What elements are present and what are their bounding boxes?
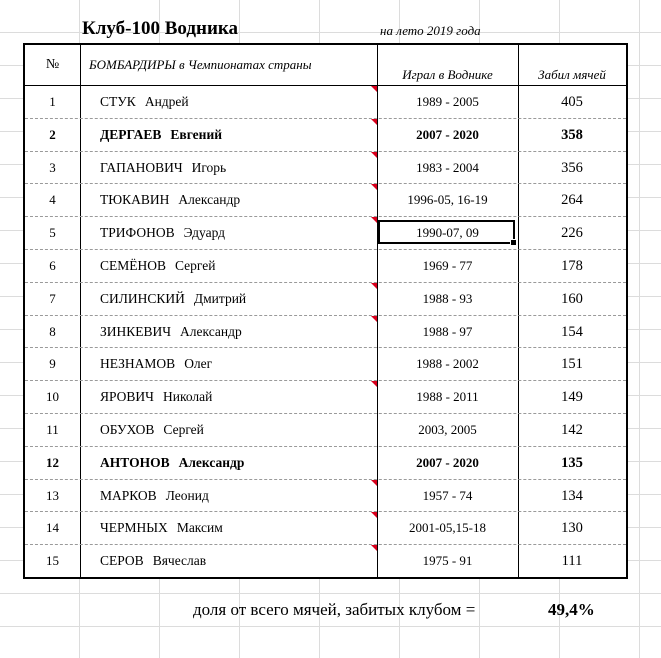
- cell-goals[interactable]: 226: [561, 225, 583, 242]
- cell-played[interactable]: 1988 - 2011: [416, 389, 479, 405]
- table-row: [25, 283, 626, 316]
- player-first-name: Олег: [184, 356, 213, 372]
- player-surname: СЕРОВ: [100, 553, 144, 569]
- player-surname: ЧЕРМНЫХ: [100, 520, 168, 536]
- player-first-name: Сергей: [163, 421, 204, 437]
- cell-player-name[interactable]: [100, 217, 225, 249]
- cell-player-name[interactable]: [100, 545, 206, 577]
- player-first-name: Александр: [178, 454, 245, 470]
- table-row: [25, 545, 626, 578]
- cell-player-name[interactable]: [100, 250, 216, 282]
- share-label[interactable]: доля от всего мячей, забитых клубом =: [193, 600, 476, 619]
- player-surname: АНТОНОВ: [100, 454, 170, 470]
- cell-played[interactable]: 2007 - 2020: [416, 126, 479, 142]
- table-row: [25, 86, 626, 119]
- cell-num[interactable]: 1: [49, 94, 56, 109]
- table-row: [25, 316, 626, 349]
- cell-num[interactable]: 5: [49, 225, 56, 241]
- cell-num[interactable]: 2: [49, 126, 56, 142]
- cell-player-name[interactable]: [100, 184, 240, 216]
- share-value[interactable]: 49,4%: [548, 600, 595, 619]
- cell-num[interactable]: 12: [46, 454, 59, 470]
- player-surname: ЯРОВИЧ: [100, 389, 154, 405]
- header-goals[interactable]: Забил мячей: [538, 67, 606, 82]
- cell-player-name[interactable]: [100, 119, 222, 151]
- cell-player-name[interactable]: [100, 348, 212, 380]
- cell-goals[interactable]: 151: [561, 356, 583, 373]
- cell-goals[interactable]: 178: [561, 257, 583, 274]
- cell-played[interactable]: 1988 - 93: [422, 290, 473, 306]
- comment-indicator-icon[interactable]: [371, 512, 377, 518]
- cell-player-name[interactable]: [100, 512, 223, 544]
- cell-goals[interactable]: 130: [561, 520, 583, 537]
- player-first-name: Леонид: [165, 487, 209, 503]
- table-row: [25, 152, 626, 185]
- cell-player-name[interactable]: [100, 381, 212, 413]
- header-played[interactable]: Играл в Воднике: [402, 67, 493, 82]
- comment-indicator-icon[interactable]: [371, 381, 377, 387]
- cell-num[interactable]: 14: [46, 520, 59, 536]
- cell-num[interactable]: 15: [46, 553, 59, 569]
- comment-indicator-icon[interactable]: [371, 184, 377, 190]
- player-surname: СИЛИНСКИЙ: [100, 290, 185, 306]
- cell-goals[interactable]: 264: [561, 192, 583, 209]
- player-first-name: Сергей: [175, 257, 216, 273]
- cell-goals[interactable]: 160: [561, 290, 583, 307]
- cell-goals[interactable]: 154: [561, 323, 583, 340]
- player-surname: НЕЗНАМОВ: [100, 356, 176, 372]
- scorers-table: [23, 43, 628, 579]
- cell-num[interactable]: 7: [49, 290, 56, 306]
- cell-played[interactable]: 2007 - 2020: [416, 454, 479, 470]
- cell-num[interactable]: 3: [49, 159, 56, 175]
- cell-player-name[interactable]: [100, 152, 226, 184]
- cell-num[interactable]: 8: [49, 323, 56, 339]
- cell-goals[interactable]: 142: [561, 421, 583, 438]
- table-row: [25, 414, 626, 447]
- table-row: [25, 119, 626, 152]
- cell-played[interactable]: 1975 - 91: [422, 553, 473, 569]
- cell-player-name[interactable]: [100, 86, 189, 118]
- player-surname: МАРКОВ: [100, 487, 157, 503]
- cell-played[interactable]: 1988 - 97: [422, 323, 473, 339]
- comment-indicator-icon[interactable]: [371, 480, 377, 486]
- comment-indicator-icon[interactable]: [371, 283, 377, 289]
- cell-num[interactable]: 4: [49, 192, 56, 208]
- cell-played[interactable]: 1957 - 74: [422, 487, 473, 503]
- player-first-name: Вячеслав: [152, 553, 207, 569]
- player-surname: ЗИНКЕВИЧ: [100, 323, 172, 339]
- active-cell-selection[interactable]: [378, 220, 515, 244]
- table-row: [25, 250, 626, 283]
- cell-num[interactable]: 9: [49, 356, 56, 372]
- comment-indicator-icon[interactable]: [371, 545, 377, 551]
- cell-played[interactable]: 2001-05,15-18: [409, 520, 486, 536]
- player-first-name: Максим: [176, 520, 223, 536]
- player-surname: ТЮКАВИН: [100, 192, 170, 208]
- cell-goals[interactable]: 356: [561, 159, 583, 176]
- cell-num[interactable]: 10: [46, 389, 59, 405]
- cell-goals[interactable]: 358: [561, 126, 583, 143]
- table-body: [25, 86, 626, 578]
- cell-goals[interactable]: 135: [561, 454, 583, 471]
- cell-goals[interactable]: 405: [561, 94, 583, 110]
- sheet-title[interactable]: Клуб-100 Водника: [82, 18, 239, 39]
- table-row: [25, 447, 626, 480]
- player-surname: ТРИФОНОВ: [100, 225, 175, 241]
- fill-handle[interactable]: [510, 239, 517, 246]
- cell-num[interactable]: 6: [49, 257, 56, 273]
- header-row: [25, 45, 626, 86]
- cell-played[interactable]: 1989 - 2005: [416, 94, 479, 109]
- cell-played[interactable]: 1990-07, 09: [416, 225, 479, 241]
- player-surname: СТУК: [100, 94, 136, 109]
- comment-indicator-icon[interactable]: [371, 119, 377, 125]
- comment-indicator-icon[interactable]: [371, 86, 377, 92]
- table-row: [25, 480, 626, 513]
- cell-played[interactable]: 2003, 2005: [418, 421, 477, 437]
- table-row: [25, 512, 626, 545]
- player-surname: ДЕРГАЕВ: [100, 126, 162, 142]
- cell-played[interactable]: 1983 - 2004: [416, 159, 479, 175]
- cell-player-name[interactable]: [100, 283, 246, 315]
- table-row: [25, 381, 626, 414]
- player-surname: ОБУХОВ: [100, 421, 155, 437]
- cell-player-name[interactable]: [100, 480, 209, 512]
- cell-goals[interactable]: 149: [561, 389, 583, 406]
- cell-player-name[interactable]: [100, 447, 244, 479]
- player-first-name: Дмитрий: [193, 290, 247, 306]
- cell-played[interactable]: 1996-05, 16-19: [407, 192, 488, 208]
- player-first-name: Александр: [178, 192, 241, 208]
- player-surname: СЕМЁНОВ: [100, 257, 167, 273]
- comment-indicator-icon[interactable]: [371, 217, 377, 223]
- player-surname: ГАПАНОВИЧ: [100, 159, 183, 175]
- player-first-name: Игорь: [191, 159, 227, 175]
- header-scorers[interactable]: БОМБАРДИРЫ в Чемпионатах страны: [89, 57, 312, 72]
- player-first-name: Андрей: [144, 94, 189, 109]
- table-row: [25, 348, 626, 381]
- comment-indicator-icon[interactable]: [371, 152, 377, 158]
- sheet-subtitle[interactable]: на лето 2019 года: [380, 23, 481, 38]
- player-first-name: Евгений: [170, 126, 222, 142]
- cell-played[interactable]: 1988 - 2002: [416, 356, 479, 372]
- cell-goals[interactable]: 134: [561, 487, 583, 504]
- player-first-name: Николай: [162, 389, 213, 405]
- cell-player-name[interactable]: [100, 316, 242, 348]
- cell-num[interactable]: 11: [46, 421, 59, 437]
- cell-player-name[interactable]: [100, 414, 204, 446]
- cell-played[interactable]: 1969 - 77: [422, 257, 473, 273]
- player-first-name: Эдуард: [183, 225, 226, 241]
- player-first-name: Александр: [180, 323, 242, 339]
- table-row: [25, 217, 626, 250]
- cell-goals[interactable]: 111: [561, 553, 583, 570]
- table-row: [25, 184, 626, 217]
- comment-indicator-icon[interactable]: [371, 316, 377, 322]
- cell-num[interactable]: 13: [46, 487, 59, 503]
- header-num[interactable]: №: [45, 57, 60, 72]
